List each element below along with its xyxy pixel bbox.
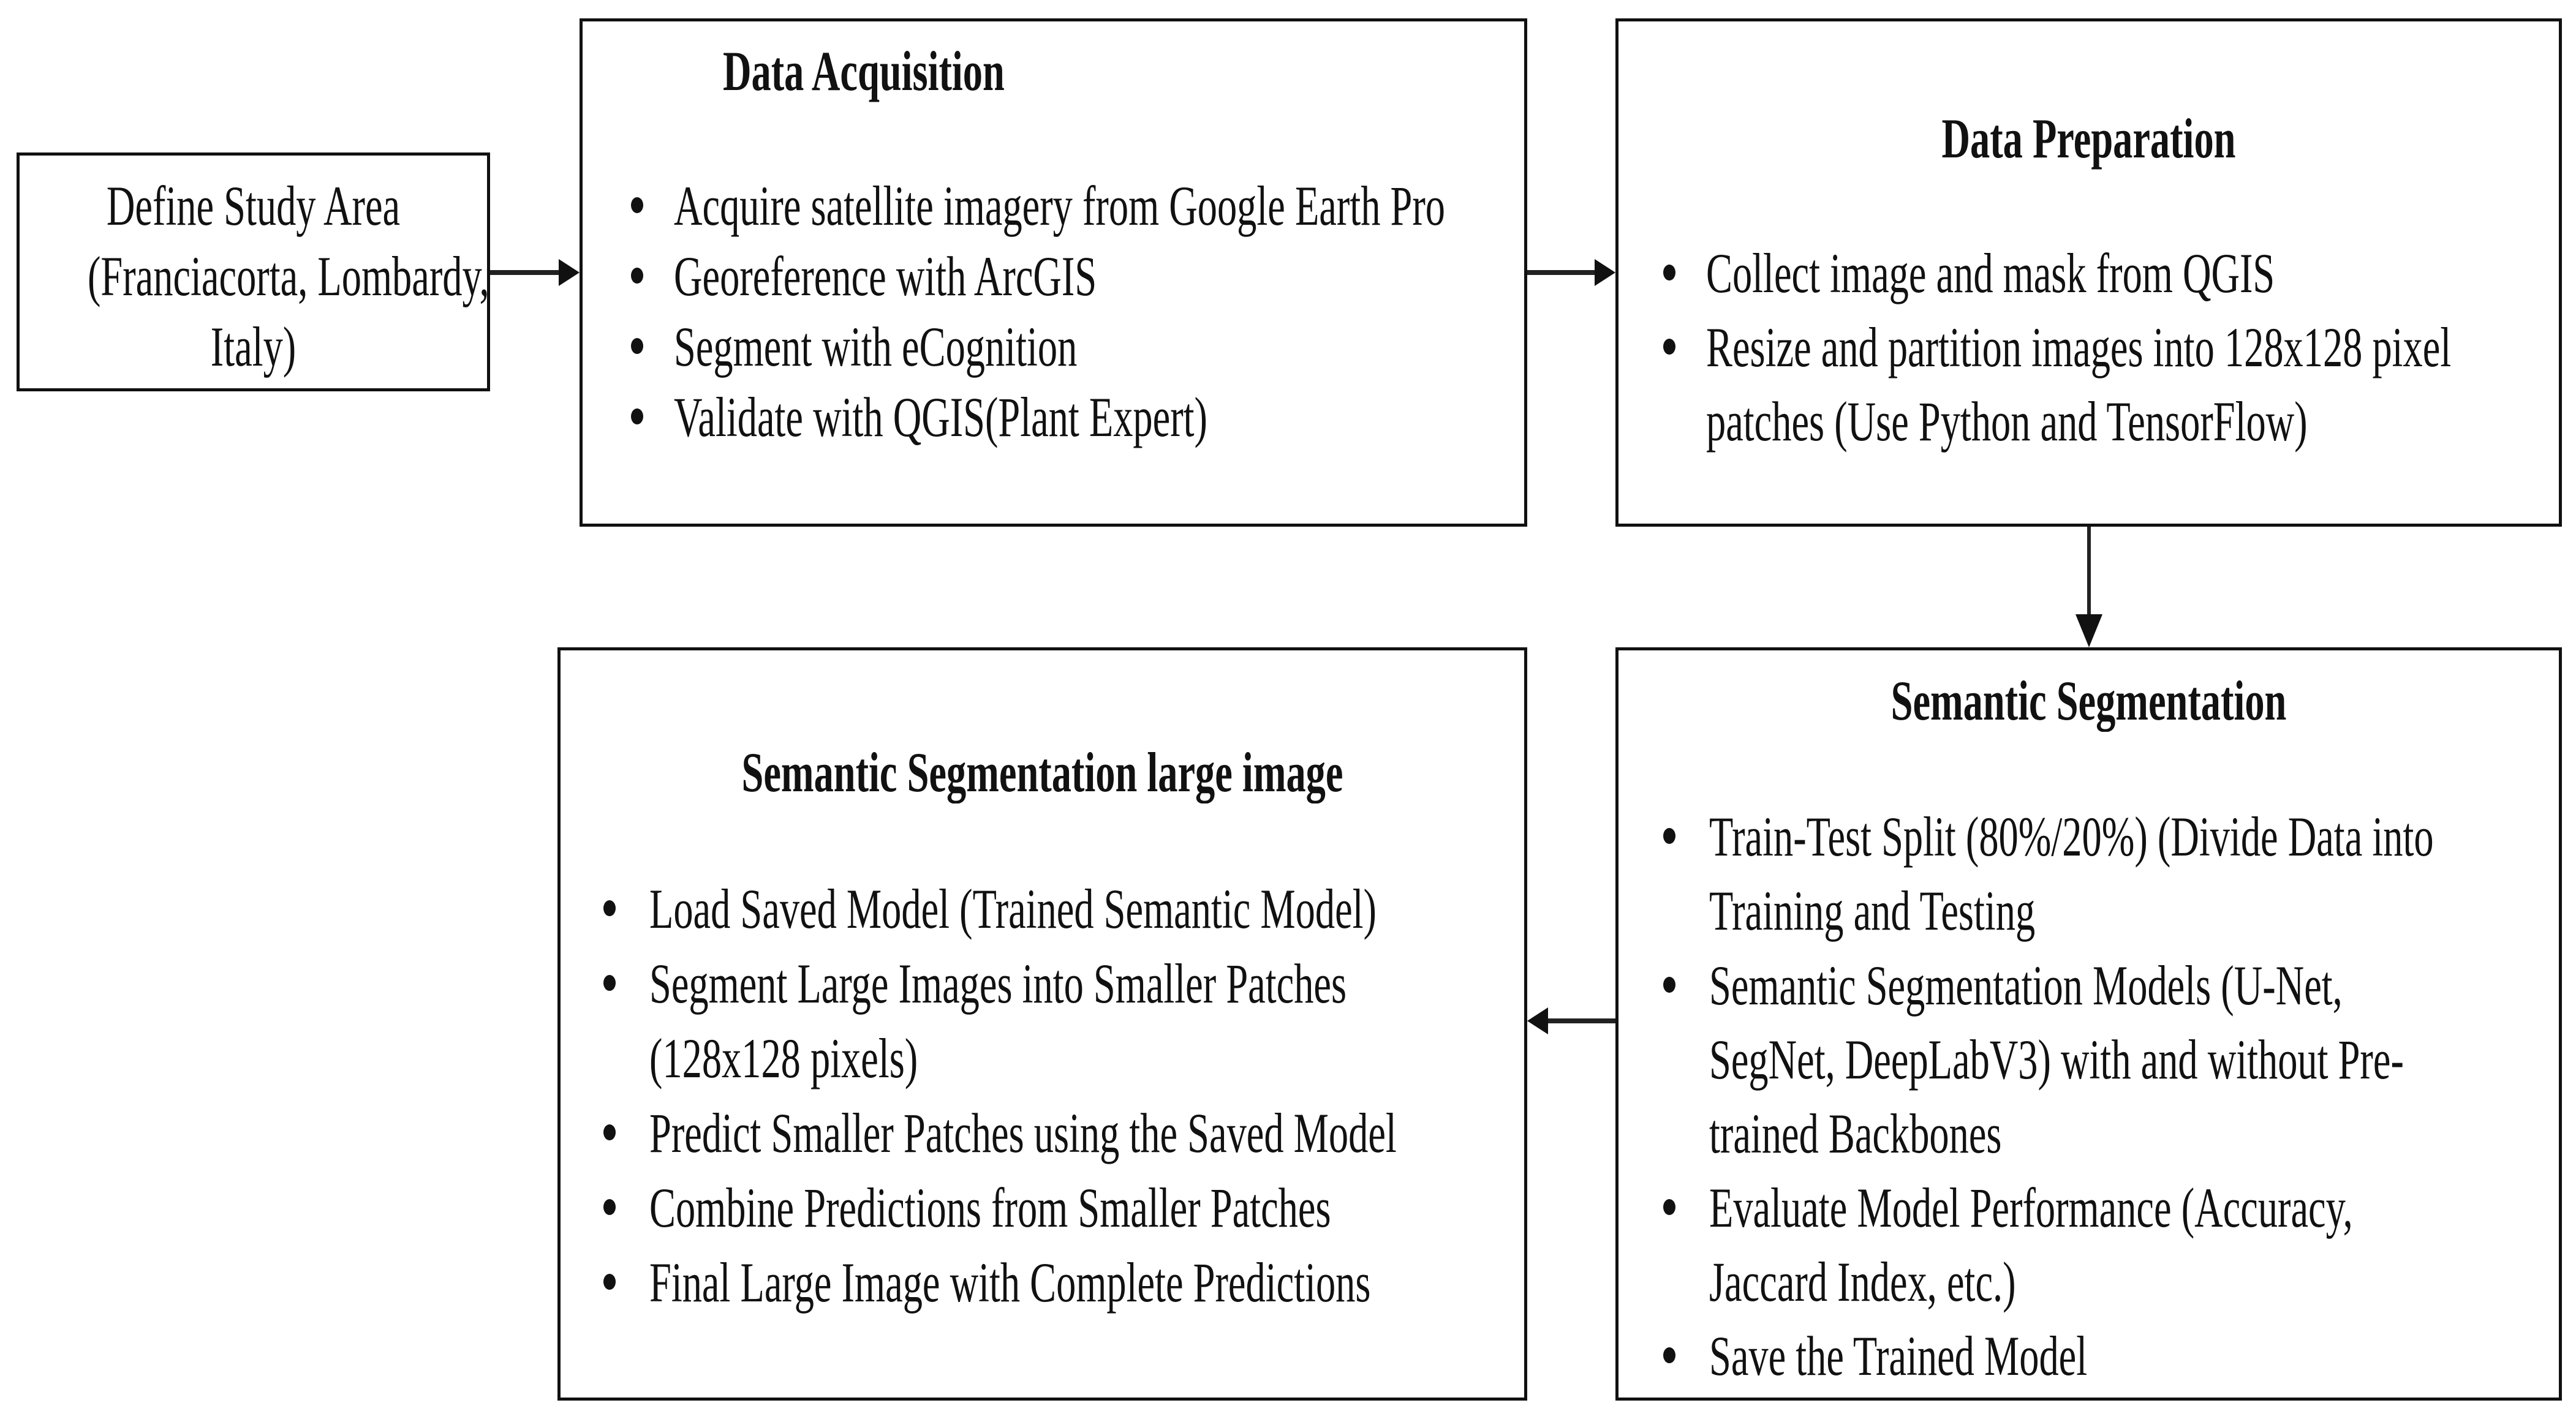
arrow-preparation-to-segmentation	[2087, 527, 2091, 619]
bullet-icon	[1663, 828, 1675, 844]
arrow-study-to-acquisition	[490, 270, 564, 275]
large-image-item: Predict Smaller Patches using the Saved Model	[649, 1102, 1397, 1164]
large-image-item: Combine Predictions from Smaller Patches	[649, 1176, 1331, 1239]
bullet-icon	[1663, 1347, 1675, 1363]
data-preparation-title: Data Preparation	[1941, 107, 2236, 170]
semantic-segmentation-item: Save the Trained Model	[1709, 1325, 2088, 1387]
data-preparation-item-cont: patches (Use Python and TensorFlow)	[1706, 390, 2308, 453]
bullet-icon	[1663, 1199, 1675, 1215]
study-area-line-3: Italy)	[210, 315, 297, 378]
large-image-item: Load Saved Model (Trained Semantic Model)	[649, 878, 1377, 940]
arrow-segmentation-to-large-image	[1547, 1018, 1615, 1023]
bullet-icon	[603, 1199, 616, 1215]
semantic-segmentation-item: Train-Test Split (80%/20%) (Divide Data into	[1709, 805, 2434, 868]
data-acquisition-item: Validate with QGIS(Plant Expert)	[674, 386, 1208, 448]
large-image-item: Segment Large Images into Smaller Patches	[649, 952, 1347, 1015]
study-area-line-1: Define Study Area	[106, 175, 401, 237]
data-preparation-item: Resize and partition images into 128x128 pixel	[1706, 316, 2452, 378]
arrow-acquisition-to-preparation	[1527, 270, 1595, 275]
bullet-icon	[631, 408, 643, 424]
arrowhead-right-icon	[1595, 259, 1615, 286]
bullet-icon	[603, 1124, 616, 1140]
bullet-icon	[1663, 265, 1675, 280]
bullet-icon	[1663, 339, 1675, 355]
data-acquisition-item: Georeference with ArcGIS	[674, 245, 1097, 307]
bullet-icon	[631, 338, 643, 354]
data-preparation-item: Collect image and mask from QGIS	[1706, 242, 2275, 304]
data-acquisition-item: Segment with eCognition	[674, 315, 1078, 378]
semantic-segmentation-item: Semantic Segmentation Models (U-Net,	[1709, 954, 2343, 1017]
large-image-title: Semantic Segmentation large image	[741, 741, 1343, 803]
data-acquisition-item: Acquire satellite imagery from Google Earth Pro	[674, 175, 1445, 237]
arrowhead-down-icon	[2076, 614, 2102, 647]
large-image-item-cont: (128x128 pixels)	[649, 1027, 918, 1089]
data-acquisition-title: Data Acquisition	[723, 40, 1005, 102]
bullet-icon	[631, 197, 643, 213]
bullet-icon	[1663, 977, 1675, 993]
semantic-segmentation-item-cont: trained Backbones	[1709, 1102, 2002, 1165]
bullet-icon	[603, 900, 616, 916]
bullet-icon	[603, 975, 616, 991]
bullet-icon	[603, 1274, 616, 1290]
semantic-segmentation-item-cont: SegNet, DeepLabV3) with and without Pre-	[1709, 1028, 2404, 1091]
arrowhead-right-icon	[559, 259, 580, 286]
large-image-item: Final Large Image with Complete Predictions	[649, 1251, 1371, 1314]
bullet-icon	[631, 268, 643, 284]
semantic-segmentation-title: Semantic Segmentation	[1890, 669, 2287, 732]
study-area-line-2: (Franciacorta, Lombardy,	[87, 245, 489, 307]
semantic-segmentation-item: Evaluate Model Performance (Accuracy,	[1709, 1176, 2353, 1239]
semantic-segmentation-item-cont: Jaccard Index, etc.)	[1709, 1251, 2016, 1313]
semantic-segmentation-item-cont: Training and Testing	[1709, 879, 2036, 942]
arrowhead-left-icon	[1527, 1007, 1548, 1034]
